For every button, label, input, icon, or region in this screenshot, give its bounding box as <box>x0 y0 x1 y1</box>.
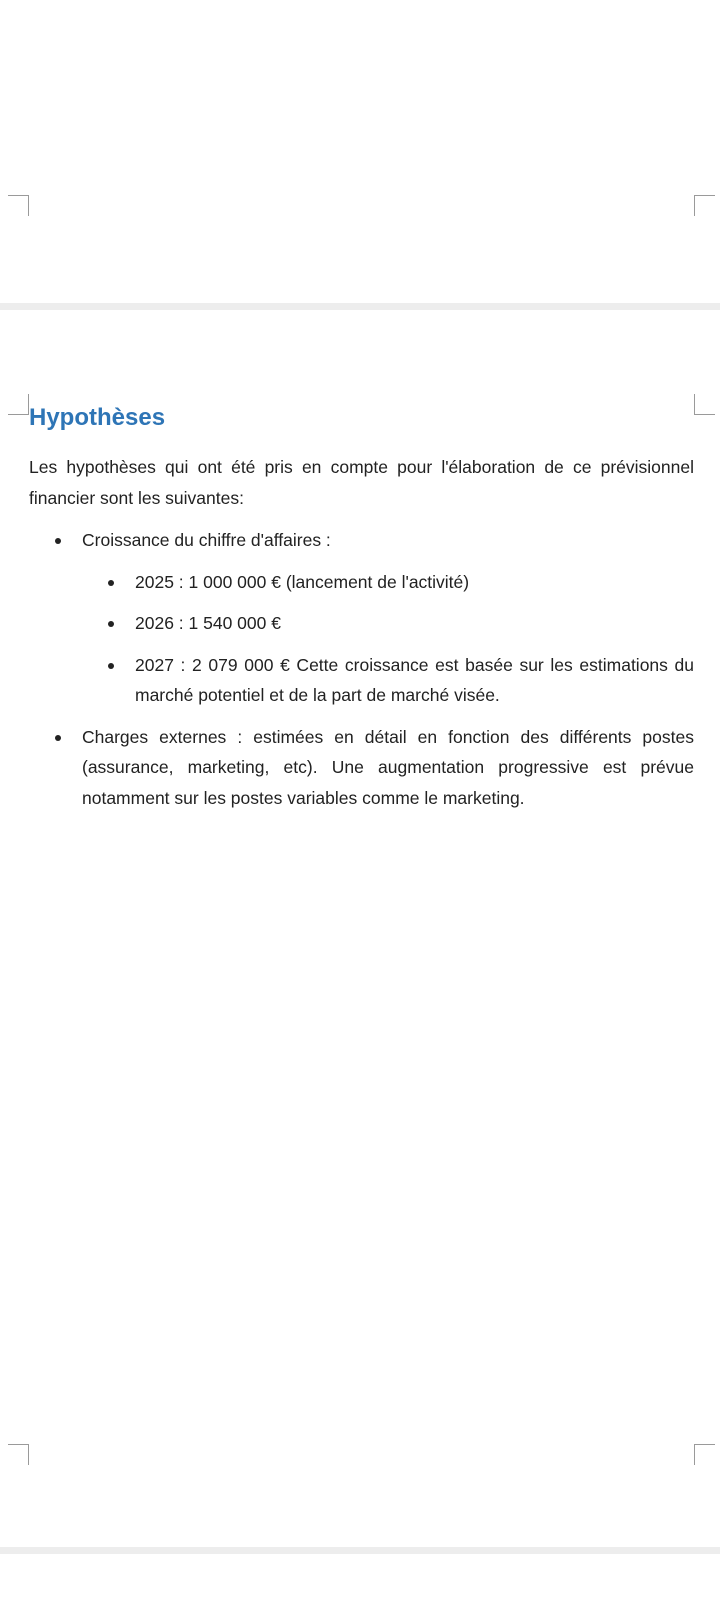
bullet-icon <box>108 621 114 627</box>
crop-mark-bottom-right <box>694 1444 715 1465</box>
section-heading: Hypothèses <box>29 404 166 431</box>
bullet-icon <box>55 735 61 741</box>
bullet-icon <box>108 580 114 586</box>
crop-mark-bottom-right <box>694 195 715 216</box>
list-item <box>29 525 694 711</box>
page-content[interactable] <box>29 402 694 824</box>
bullet-icon <box>55 538 61 544</box>
sub-list-item-text: 2025 : 1 000 000 € (lancement de l'activité) <box>135 571 470 592</box>
crop-mark-top-left <box>8 394 29 415</box>
sub-list-item-text: 2027 : 2 079 000 € Cette croissance est basée sur les estimations du marché potentiel et de la part de marché visée. <box>135 654 694 705</box>
page-separator <box>0 303 720 310</box>
list-item-text: Croissance du chiffre d'affaires : <box>82 530 331 550</box>
crop-mark-bottom-left <box>8 1444 29 1465</box>
list-item <box>29 722 694 814</box>
page-separator <box>0 1547 720 1554</box>
sub-list-item <box>82 650 694 711</box>
bullet-icon <box>108 663 114 669</box>
sub-list-item <box>82 608 694 639</box>
revenue-sublist <box>82 567 694 711</box>
sub-list-item <box>82 567 694 598</box>
sub-list-item-text: 2026 : 1 540 000 € <box>135 613 281 633</box>
crop-mark-bottom-left <box>8 195 29 216</box>
crop-mark-top-right <box>694 394 715 415</box>
list-item-text: Charges externes : estimées en détail en fonction des différents postes (assurance, marketing, etc). Une augmentation progressive est prévue notamment sur les postes variables comme le marketing. <box>82 726 694 808</box>
hypotheses-list <box>29 525 694 813</box>
intro-paragraph: Les hypothèses qui ont été pris en compte pour l'élaboration de ce prévisionnel financier sont les suivantes: <box>29 457 694 508</box>
